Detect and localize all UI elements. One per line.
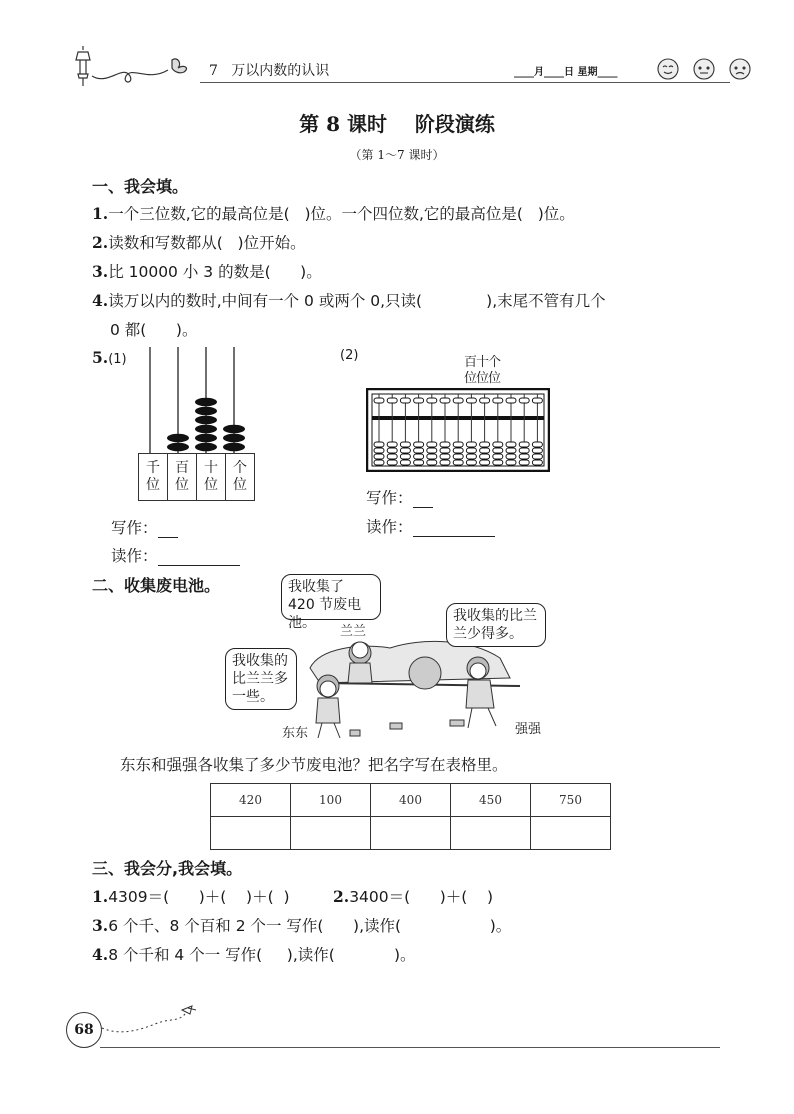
name-answer-cell[interactable] [451, 817, 531, 850]
battery-count-cell: 100 [291, 784, 371, 817]
bead [167, 443, 189, 452]
earth-bead [506, 460, 516, 465]
write-answer-blank-1[interactable] [158, 521, 178, 538]
earth-bead [493, 448, 503, 453]
abacus-diagram [366, 388, 550, 472]
earth-bead [480, 448, 490, 453]
name-lanlan: 兰兰 [340, 624, 367, 639]
earth-bead [414, 460, 424, 465]
date-line: ____月____日 星期____ [514, 67, 618, 78]
heaven-bead [493, 398, 503, 403]
earth-bead [440, 448, 450, 453]
header-rule [200, 82, 730, 83]
heaven-bead [506, 398, 516, 403]
bead [195, 434, 217, 443]
name-answer-cell[interactable] [531, 817, 611, 850]
write-row-2 [366, 486, 433, 508]
s3-question-3 [92, 914, 511, 936]
chapter-title: 7 万以内数的认识 [209, 63, 330, 79]
earth-bead [387, 442, 397, 447]
read-answer-blank-2[interactable] [413, 520, 495, 537]
earth-bead [400, 442, 410, 447]
earth-bead [387, 448, 397, 453]
earth-bead [387, 454, 397, 459]
heaven-bead [532, 398, 542, 403]
earth-bead [387, 460, 397, 465]
name-answer-cell[interactable] [211, 817, 291, 850]
q2-text: 读数和写数都从( )位开始。 [108, 234, 306, 252]
name-dongdong: 东东 [282, 726, 309, 741]
earth-bead [414, 448, 424, 453]
read-row-2 [366, 515, 495, 537]
bead [195, 443, 217, 452]
counting-rods-diagram [130, 345, 250, 455]
earth-bead [532, 442, 542, 447]
place-label-cell: 百位 [168, 454, 197, 500]
heaven-bead [466, 398, 476, 403]
earth-bead [400, 448, 410, 453]
s3-q4-text: 8 个千和 4 个一 写作( ),读作( )。 [108, 946, 416, 964]
earth-bead [414, 442, 424, 447]
question-4-continued: 0 都( )。 [110, 321, 198, 339]
write-answer-blank-2[interactable] [413, 491, 433, 508]
q2-number: 2. [92, 233, 109, 252]
s3-q3-text: 6 个千、8 个百和 2 个一 写作( ),读作( )。 [108, 917, 512, 935]
heaven-bead [387, 398, 397, 403]
earth-bead [427, 448, 437, 453]
page-number-badge [66, 1012, 102, 1048]
bead [195, 425, 217, 434]
s3-q2-text: 3400＝( )＋( ) [349, 888, 494, 906]
name-qiangqiang: 强强 [515, 722, 542, 737]
q4-text-a: 读万以内的数时,中间有一个 0 或两个 0,只读( ),末尾不管有几个 [108, 292, 606, 310]
earth-bead [466, 460, 476, 465]
earth-bead [506, 442, 516, 447]
earth-bead [519, 448, 529, 453]
earth-bead [493, 454, 503, 459]
s3-q1-text: 4309＝( )＋( )＋( ) [108, 888, 290, 906]
q5-number: 5. [92, 348, 109, 367]
speech-bubble-lanlan: 我收集了 420 节废电池。 [281, 574, 381, 620]
bead [195, 407, 217, 416]
abacus2-header-top: 百十个 [464, 355, 501, 370]
s3-q1-number: 1. [92, 887, 109, 906]
earth-bead [374, 454, 384, 459]
section2-question: 东东和强强各收集了多少节废电池？把名字写在表格里。 [120, 756, 508, 774]
name-answer-cell[interactable] [291, 817, 371, 850]
name-answer-cell[interactable] [371, 817, 451, 850]
heaven-bead [519, 398, 529, 403]
earth-bead [532, 448, 542, 453]
q4-number: 4. [92, 291, 109, 310]
earth-bead [374, 442, 384, 447]
s3-q2-number: 2. [333, 887, 350, 906]
battery-count-cell: 450 [451, 784, 531, 817]
read-label-1: 读作： [111, 547, 158, 565]
earth-bead [493, 442, 503, 447]
question-3 [92, 260, 322, 282]
page-number: 68 [74, 1022, 94, 1038]
heaven-bead [414, 398, 424, 403]
earth-bead [480, 460, 490, 465]
bead [195, 398, 217, 407]
bead [167, 434, 189, 443]
earth-bead [480, 442, 490, 447]
earth-bead [453, 460, 463, 465]
emoji-faces-icon [657, 56, 753, 82]
earth-bead [480, 454, 490, 459]
read-label-2: 读作： [366, 518, 413, 536]
battery-table [210, 783, 611, 850]
earth-bead [427, 460, 437, 465]
earth-bead [400, 460, 410, 465]
earth-bead [519, 454, 529, 459]
q1-number: 1. [92, 204, 109, 223]
bead [223, 434, 245, 443]
bead [195, 416, 217, 425]
s3-question-2 [333, 885, 493, 907]
page-subtitle: （第 1～7 课时） [349, 148, 445, 162]
read-row-1 [111, 544, 240, 566]
earth-bead [440, 454, 450, 459]
heaven-bead [427, 398, 437, 403]
heaven-bead [400, 398, 410, 403]
place-value-table [138, 453, 255, 501]
earth-bead [466, 442, 476, 447]
section3-heading: 三、我会分,我会填。 [92, 859, 243, 878]
write-row-1 [111, 516, 178, 538]
earth-bead [453, 448, 463, 453]
write-label-2: 写作： [366, 489, 413, 507]
speech-bubble-dongdong: 我收集的比兰兰多一些。 [225, 648, 297, 710]
write-label-1: 写作： [111, 519, 158, 537]
earth-bead [519, 442, 529, 447]
earth-bead [453, 442, 463, 447]
s3-question-4 [92, 943, 416, 965]
abacus2-place-header [464, 355, 500, 387]
s3-q3-number: 3. [92, 916, 109, 935]
heaven-bead [374, 398, 384, 403]
battery-count-cell: 750 [531, 784, 611, 817]
battery-count-cell: 400 [371, 784, 451, 817]
heaven-bead [480, 398, 490, 403]
place-label-cell: 个位 [233, 460, 247, 493]
footer-decoration [100, 1000, 210, 1040]
section2-heading: 二、收集废电池。 [92, 576, 221, 595]
page-title: 第 8 课时 阶段演练 [299, 112, 495, 136]
earth-bead [400, 454, 410, 459]
bead [223, 443, 245, 452]
q3-number: 3. [92, 262, 109, 281]
earth-bead [427, 442, 437, 447]
s3-question-1 [92, 885, 290, 907]
place-label-cell: 千位 [139, 454, 168, 500]
q5-part2-label: (2) [340, 348, 359, 363]
speech-bubble-qiangqiang: 我收集的比兰兰少得多。 [446, 603, 546, 647]
q1-text: 一个三位数,它的最高位是( )位。一个四位数,它的最高位是( )位。 [108, 205, 575, 223]
abacus2-header-bottom: 位位位 [464, 371, 501, 386]
earth-bead [414, 454, 424, 459]
header-decoration [68, 42, 198, 92]
earth-bead [506, 454, 516, 459]
read-answer-blank-1[interactable] [158, 549, 240, 566]
section1-heading: 一、我会填。 [92, 177, 189, 196]
earth-bead [427, 454, 437, 459]
place-label-cell: 十位 [197, 454, 226, 500]
q3-text: 比 10000 小 3 的数是( )。 [108, 263, 322, 281]
question-1 [92, 202, 575, 224]
earth-bead [374, 448, 384, 453]
heaven-bead [453, 398, 463, 403]
earth-bead [374, 460, 384, 465]
earth-bead [440, 442, 450, 447]
earth-bead [453, 454, 463, 459]
earth-bead [532, 460, 542, 465]
question-2 [92, 231, 306, 253]
s3-q4-number: 4. [92, 945, 109, 964]
earth-bead [466, 454, 476, 459]
earth-bead [506, 448, 516, 453]
bead [223, 425, 245, 434]
question-5 [92, 348, 127, 367]
q5-part1-label: (1) [108, 352, 127, 367]
footer-rule [100, 1047, 720, 1048]
earth-bead [440, 460, 450, 465]
earth-bead [532, 454, 542, 459]
earth-bead [519, 460, 529, 465]
question-4 [92, 289, 606, 311]
battery-count-cell: 420 [211, 784, 291, 817]
earth-bead [466, 448, 476, 453]
heaven-bead [440, 398, 450, 403]
earth-bead [493, 460, 503, 465]
